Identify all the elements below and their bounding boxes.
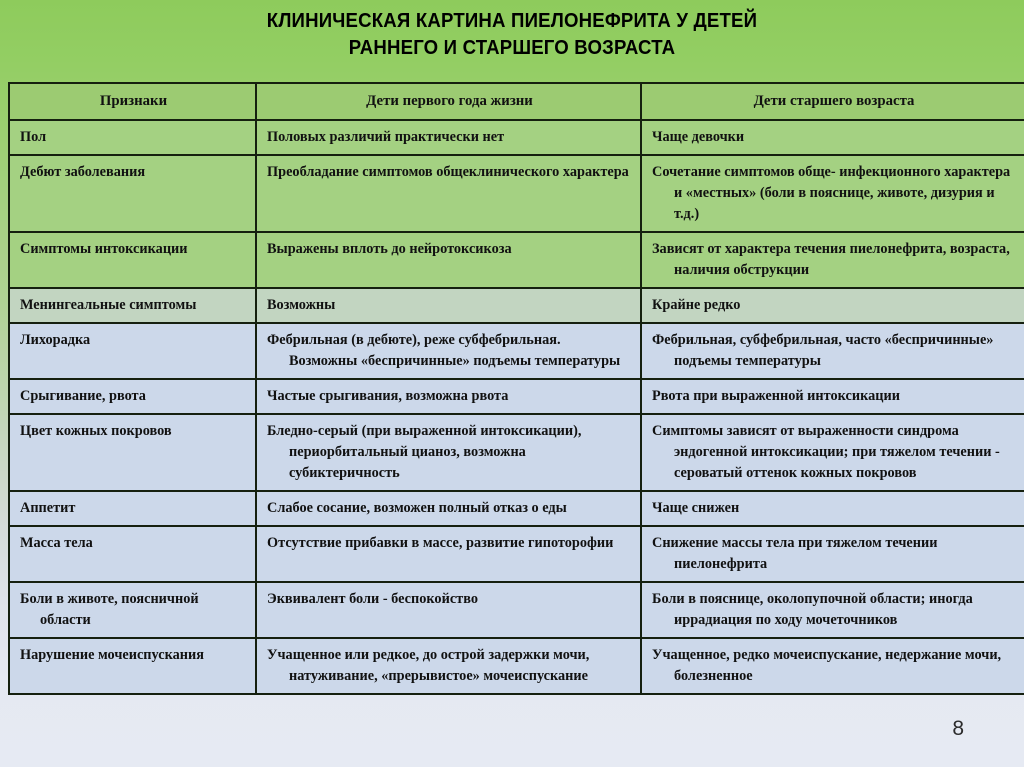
table-header-row <box>9 83 1024 120</box>
cell-feature <box>9 232 256 288</box>
cell-feature <box>9 155 256 232</box>
cell-feature-text: Аппетит <box>20 500 76 516</box>
cell-older <box>641 155 1024 232</box>
cell-feature <box>9 379 256 414</box>
cell-infants <box>256 414 641 491</box>
clinical-comparison-table <box>8 82 1024 695</box>
cell-feature-text: Пол <box>20 129 47 145</box>
column-header-1: Признаки <box>9 83 256 120</box>
cell-older <box>641 379 1024 414</box>
cell-older-text: Сочетание симптомов обще- инфекционного характера и «местных» (боли в пояснице, животе, дизурия и т.д.) <box>652 164 1011 222</box>
table <box>8 82 1024 695</box>
cell-older-text: Чаще снижен <box>652 500 740 516</box>
cell-older <box>641 288 1024 323</box>
cell-infants-text: Слабое сосание, возможен полный отказ о еды <box>267 500 567 516</box>
table-row <box>9 232 1024 288</box>
cell-feature <box>9 638 256 694</box>
cell-older <box>641 323 1024 379</box>
cell-older-text: Боли в пояснице, околопупочной области; иногда иррадиация по ходу мочеточников <box>652 591 973 628</box>
cell-infants <box>256 582 641 638</box>
cell-older <box>641 414 1024 491</box>
cell-older-text: Симптомы зависят от выраженности синдрома эндогенной интоксикации; при тяжелом течении - сероватый оттенок кожных покровов <box>652 423 1000 481</box>
cell-infants-text: Половых различий практически нет <box>267 129 505 145</box>
cell-feature <box>9 323 256 379</box>
cell-feature-text: Симптомы интоксикации <box>20 241 188 257</box>
cell-infants-text: Преобладание симптомов общеклинического характера <box>267 164 629 180</box>
cell-feature <box>9 526 256 582</box>
cell-infants <box>256 379 641 414</box>
cell-infants <box>256 323 641 379</box>
page-number: 8 <box>952 717 964 740</box>
cell-infants <box>256 120 641 155</box>
column-header-3: Дети старшего возраста <box>641 83 1024 120</box>
cell-infants <box>256 526 641 582</box>
cell-infants <box>256 288 641 323</box>
cell-older-text: Учащенное, редко мочеиспускание, недержание мочи, болезненное <box>652 647 1002 684</box>
table-row <box>9 414 1024 491</box>
cell-feature-text: Менингеальные симптомы <box>20 297 197 313</box>
cell-older-text: Фебрильная, субфебрильная, часто «беспричинные» подъемы температуры <box>652 332 994 369</box>
cell-older-text: Рвота при выраженной интоксикации <box>652 388 900 404</box>
table-row <box>9 323 1024 379</box>
cell-feature-text: Цвет кожных покровов <box>20 423 172 439</box>
cell-infants-text: Эквивалент боли - беспокойство <box>267 591 478 607</box>
column-header-2: Дети первого года жизни <box>256 83 641 120</box>
cell-feature-text: Дебют заболевания <box>20 164 146 180</box>
cell-older-text: Снижение массы тела при тяжелом течении пиелонефрита <box>652 535 938 572</box>
table-body <box>9 83 1024 694</box>
title-line-1: КЛИНИЧЕСКАЯ КАРТИНА ПИЕЛОНЕФРИТА У ДЕТЕЙ <box>266 10 758 32</box>
table-row <box>9 120 1024 155</box>
table-row <box>9 526 1024 582</box>
cell-older-text: Зависят от характера течения пиелонефрита, возраста, наличия обструкции <box>652 241 1010 278</box>
cell-infants <box>256 232 641 288</box>
cell-older <box>641 120 1024 155</box>
cell-older <box>641 582 1024 638</box>
cell-feature <box>9 120 256 155</box>
cell-infants-text: Возможны <box>267 297 336 313</box>
cell-infants-text: Фебрильная (в дебюте), реже субфебрильная. Возможны «беспричинные» подъемы температуры <box>267 332 621 369</box>
table-row <box>9 155 1024 232</box>
cell-older-text: Чаще девочки <box>652 129 745 145</box>
cell-infants-text: Учащенное или редкое, до острой задержки мочи, натуживание, «прерывистое» мочеиспускание <box>267 647 590 684</box>
cell-infants <box>256 638 641 694</box>
table-row <box>9 379 1024 414</box>
cell-feature-text: Боли в животе, поясничной области <box>20 591 199 628</box>
title-line-2: РАННЕГО И СТАРШЕГО ВОЗРАСТА <box>348 37 676 59</box>
cell-infants <box>256 491 641 526</box>
cell-older <box>641 638 1024 694</box>
cell-feature <box>9 491 256 526</box>
table-row <box>9 582 1024 638</box>
cell-feature-text: Нарушение мочеиспускания <box>20 647 204 663</box>
cell-feature-text: Срыгивание, рвота <box>20 388 146 404</box>
cell-older-text: Крайне редко <box>652 297 741 313</box>
cell-infants-text: Частые срыгивания, возможна рвота <box>267 388 509 404</box>
cell-infants-text: Отсутствие прибавки в массе, развитие гипоторофии <box>267 535 614 551</box>
cell-feature <box>9 288 256 323</box>
slide-title <box>0 8 1024 62</box>
cell-feature <box>9 582 256 638</box>
cell-older <box>641 526 1024 582</box>
cell-older <box>641 491 1024 526</box>
table-row <box>9 638 1024 694</box>
cell-infants <box>256 155 641 232</box>
cell-older <box>641 232 1024 288</box>
cell-feature-text: Лихорадка <box>20 332 91 348</box>
table-row <box>9 288 1024 323</box>
cell-feature <box>9 414 256 491</box>
table-row <box>9 491 1024 526</box>
cell-infants-text: Выражены вплоть до нейротоксикоза <box>267 241 512 257</box>
cell-feature-text: Масса тела <box>20 535 93 551</box>
cell-infants-text: Бледно-серый (при выраженной интоксикации), периорбитальный цианоз, возможна субиктеричность <box>267 423 582 481</box>
